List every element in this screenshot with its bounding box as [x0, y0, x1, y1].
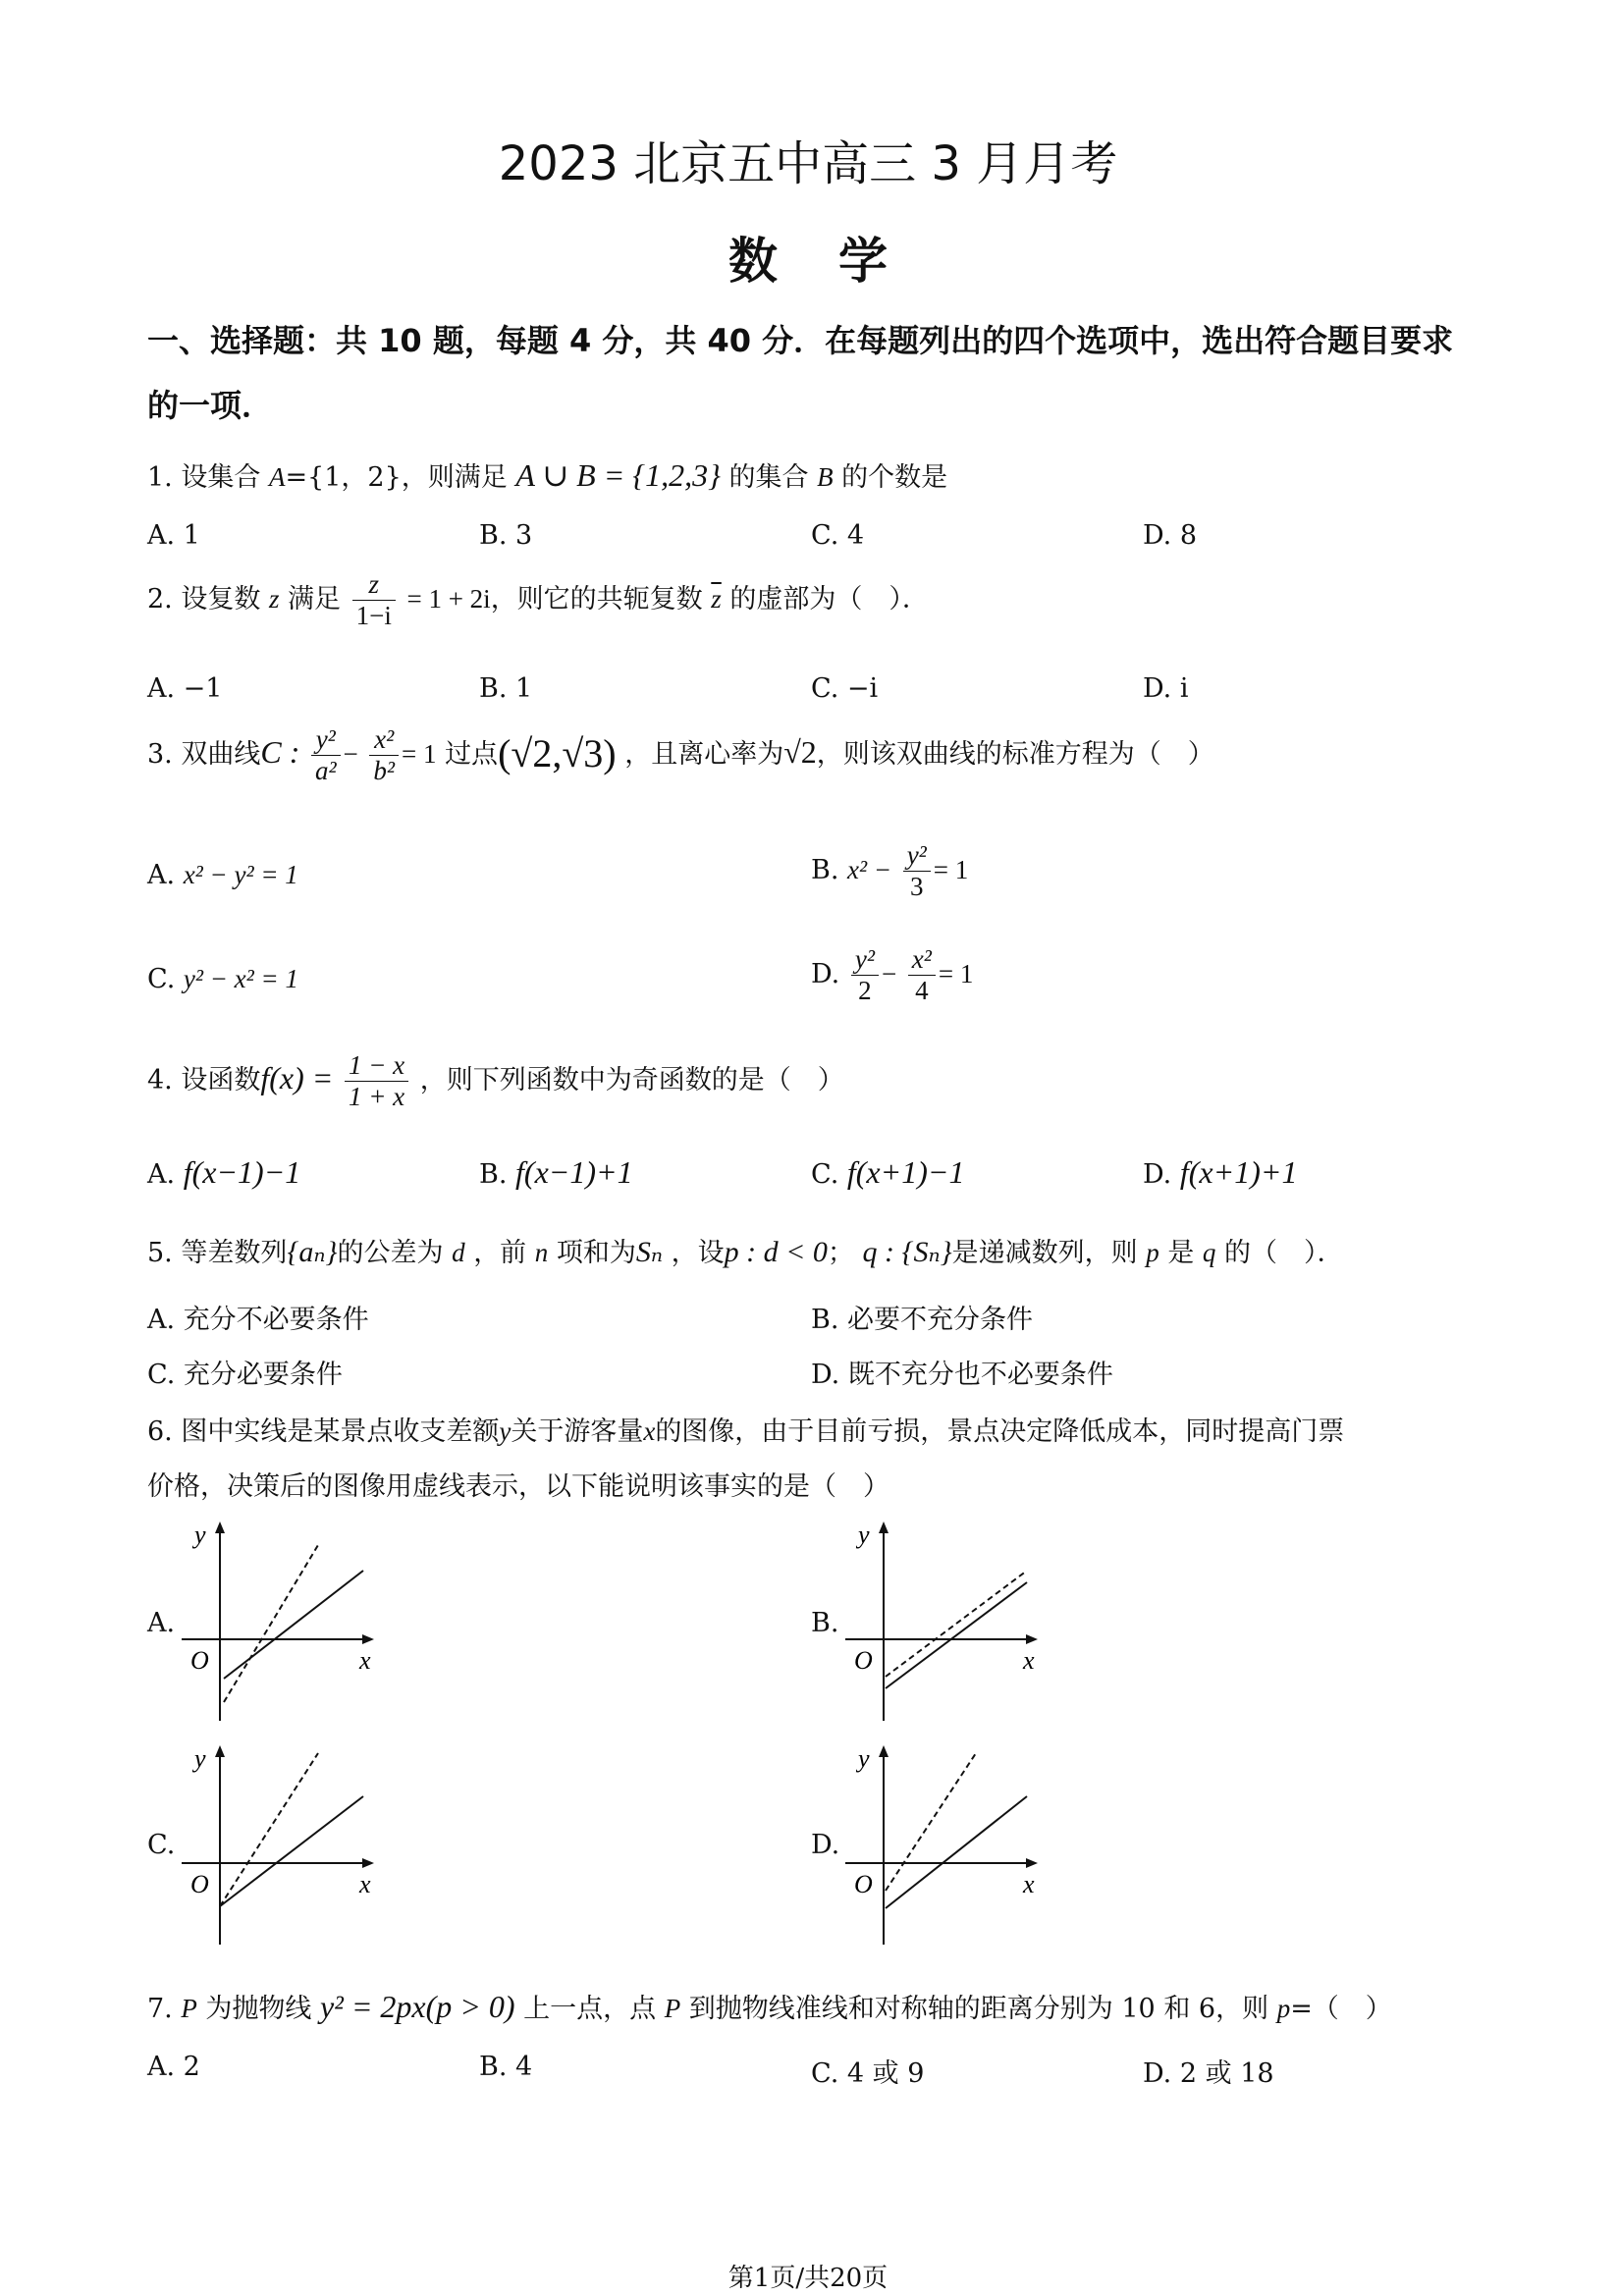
q3-point: (√2,√3): [498, 731, 617, 776]
q6-label-b: B.: [811, 1608, 839, 1638]
question-1: 1. 设集合 A={1，2}，则满足 A ∪ B = {1,2,3} 的集合 B 的个数是: [147, 457, 948, 493]
q6-graph-a: [177, 1520, 393, 1726]
q4-option-b: B. f(x−1)+1: [479, 1154, 633, 1190]
axis-label-y: y: [858, 1521, 870, 1549]
page-title: 2023 北京五中高三 3 月月考: [498, 136, 1118, 191]
solid-line: [886, 1796, 1027, 1908]
q2-fraction: $\frac{z}{1-i}$: [352, 569, 396, 631]
q1-option-a: A. 1: [147, 520, 200, 551]
origin-label: O: [854, 1870, 873, 1898]
q2-option-d: D. i: [1143, 673, 1189, 704]
q2-option-b: B. 1: [479, 673, 533, 704]
solid-line: [220, 1796, 363, 1906]
q6-label-c: C.: [147, 1830, 176, 1860]
y-axis-arrow: [215, 1745, 225, 1757]
question-2: 2. 设复数 z 满足 $\frac{z}{1-i}$ = 1 + 2i，则它的共轭复数 $\overline{z}$ 的虚部为（ ）．: [147, 569, 929, 631]
axis-label-y: y: [194, 1744, 206, 1773]
q5-option-c: C. 充分必要条件: [147, 1360, 343, 1390]
q7-option-a: A. 2: [147, 2052, 200, 2082]
q6-graph-d: [840, 1743, 1056, 1949]
section-heading-line1: 一、选择题：共 10 题，每题 4 分，共 40 分．在每题列出的四个选项中，选出符合题目要求: [147, 322, 1454, 359]
subject-title: 数学: [728, 233, 948, 290]
axis-label-x: x: [1023, 1646, 1035, 1675]
dashed-line: [886, 1571, 1027, 1677]
q7-option-b: B. 4: [479, 2052, 533, 2082]
axis-label-y: y: [194, 1521, 206, 1549]
q2-option-c: C. −i: [811, 673, 879, 704]
dashed-line: [220, 1753, 318, 1906]
dashed-line: [886, 1753, 976, 1891]
page-footer: 第1页/共20页: [727, 2264, 889, 2293]
question-3: 3. 双曲线C : $\frac{\text{y²}}{\text{a²}}$ − $\frac{\text{x²}}{\text{b²}}$ = 1 过点(√2,√3) ，且离心率为√2，则该双曲线的标准方程为（ ）: [147, 724, 1214, 786]
q3-option-d: D. $\frac{\text{y²}}{2}$ − $\frac{\text{x²}}{4}$ = 1: [811, 944, 974, 1006]
axis-label-x: x: [359, 1646, 371, 1675]
q7-option-c: C. 4 或 9: [811, 2058, 925, 2089]
q7-option-d: D. 2 或 18: [1143, 2058, 1274, 2089]
dashed-line: [224, 1545, 318, 1702]
q4-option-a: A. f(x−1)−1: [147, 1154, 301, 1190]
q1-set-expression: A ∪ B = {1,2,3}: [515, 457, 721, 493]
solid-line: [886, 1582, 1027, 1688]
q1-option-b: B. 3: [479, 520, 533, 551]
axis-label-y: y: [858, 1744, 870, 1773]
q4-fraction: $\frac{1 - x}{1 + x}$: [345, 1050, 408, 1112]
question-6-line2: 价格，决策后的图像用虚线表示，以下能说明该事实的是（ ）: [147, 1471, 889, 1502]
x-axis-arrow: [1026, 1634, 1038, 1644]
origin-label: O: [190, 1646, 209, 1675]
q7-parabola: y² = 2px(p > 0): [320, 1989, 515, 2024]
q4-option-c: C. f(x+1)−1: [811, 1154, 965, 1190]
q3-option-b: B. x² − $\frac{\text{y²}}{3}$ = 1: [811, 840, 969, 902]
x-axis-arrow: [362, 1858, 374, 1868]
y-axis-arrow: [879, 1745, 889, 1757]
q4-option-d: D. f(x+1)+1: [1143, 1154, 1298, 1190]
q6-graph-c: [177, 1743, 393, 1949]
x-axis-arrow: [1026, 1858, 1038, 1868]
origin-label: O: [190, 1870, 209, 1898]
question-5: 5. 等差数列{aₙ}的公差为 d ，前 n 项和为Sₙ ，设p : d < 0； q : {Sₙ}是递减数列，则 p 是 q 的（ ）．: [147, 1236, 1344, 1268]
x-axis-arrow: [362, 1634, 374, 1644]
question-7: 7. P 为抛物线 y² = 2px(p > 0) 上一点，点 P 到抛物线准线和对称轴的距离分别为 10 和 6，则 p=（ ）: [147, 1989, 1392, 2024]
q6-label-a: A.: [147, 1608, 176, 1638]
q2-conjugate: $\overline{z}$: [711, 584, 722, 614]
q6-label-d: D.: [811, 1830, 840, 1860]
q3-option-a: A. x² − y² = 1: [147, 860, 298, 890]
q5-option-a: A. 充分不必要条件: [147, 1305, 369, 1335]
axis-label-x: x: [359, 1870, 371, 1898]
solid-line: [224, 1571, 363, 1679]
q3-option-c: C. y² − x² = 1: [147, 964, 298, 994]
q5-option-b: B. 必要不充分条件: [811, 1305, 1034, 1335]
y-axis-arrow: [215, 1522, 225, 1533]
q1-option-c: C. 4: [811, 520, 865, 551]
q6-graph-b: [840, 1520, 1056, 1726]
section-heading-line2: 的一项．: [147, 387, 274, 424]
q1-option-d: D. 8: [1143, 520, 1198, 551]
question-6-line1: 6. 图中实线是某景点收支差额y关于游客量x的图像，由于目前亏损，景点决定降低成本，同时提高门票: [147, 1416, 1345, 1447]
axis-label-x: x: [1023, 1870, 1035, 1898]
q5-option-d: D. 既不充分也不必要条件: [811, 1360, 1113, 1390]
q2-option-a: A. −1: [147, 673, 223, 704]
y-axis-arrow: [879, 1522, 889, 1533]
origin-label: O: [854, 1646, 873, 1675]
question-4: 4. 设函数f(x) = $\frac{1 - x}{1 + x}$ ，则下列函数中为奇函数的是（ ）: [147, 1050, 844, 1112]
